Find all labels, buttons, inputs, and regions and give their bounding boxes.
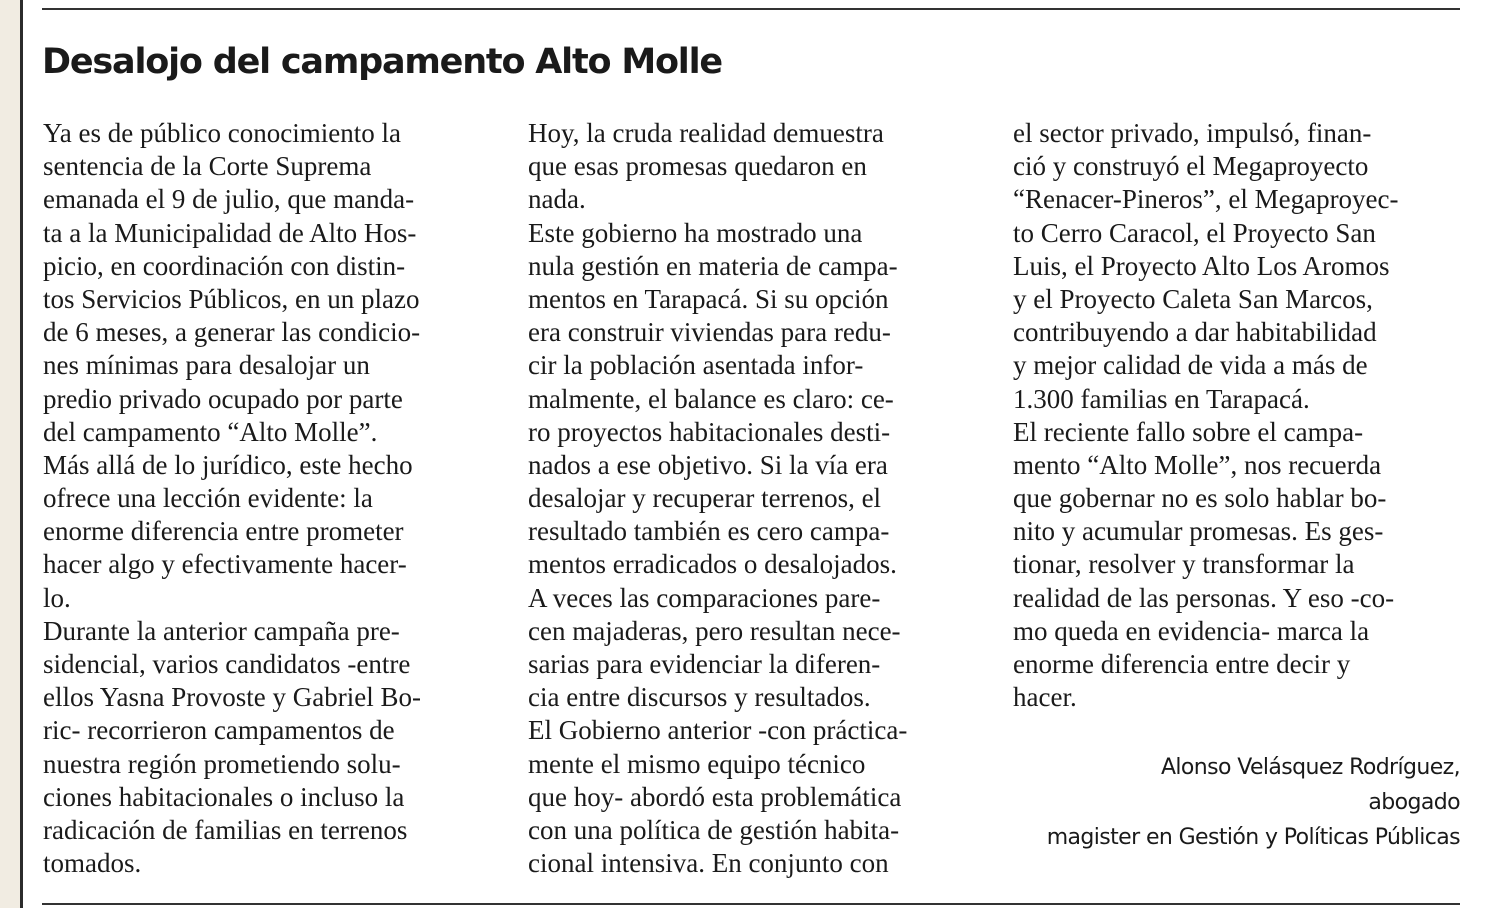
article-text-line: El Gobierno anterior -con práctica- [528,715,908,746]
article-text-line: Hoy, la cruda realidad demuestra [528,118,884,148]
article-text-line: Luis, el Proyecto Alto Los Aromos [1013,250,1390,281]
article-text-line: y mejor calidad de vida a más de [1013,350,1368,381]
article-text-line: lo. [43,582,71,613]
article-text-line: que esas promesas quedaron en [528,151,867,182]
article-text-line: tomados. [43,848,142,879]
article-text-line: realidad de las personas. Y eso -co- [1013,582,1395,613]
article-text-line: El reciente fallo sobre el campa- [1013,416,1364,447]
article-text-line: to Cerro Caracol, el Proyecto San [1013,217,1376,248]
article-text-line: nuestra región prometiendo solu- [43,748,401,779]
column-divider [20,0,23,908]
article-headline: Desalojo del campamento Alto Molle [42,42,722,82]
article-text-line: ciones habitacionales o incluso la [43,781,405,812]
article-text-line: A veces las comparaciones pare- [528,582,881,613]
article-text-line: emanada el 9 de julio, que manda- [43,184,415,215]
article-text-line: “Renacer-Pineros”, el Megaproyec- [1013,184,1399,215]
article-text-line: mento “Alto Molle”, nos recuerda [1013,449,1382,480]
article-text-line: ric- recorrieron campamentos de [43,715,395,746]
article-text-line: enorme diferencia entre decir y [1013,649,1351,679]
article-text-line: cen majaderas, pero resultan nece- [528,615,901,646]
article-column-2 [528,117,978,880]
article-text-line: cional intensiva. En conjunto con [528,848,889,879]
article-text-line: hacer. [1013,682,1077,713]
article-text-line: Ya es de público conocimiento la [43,118,401,148]
article-text-line: el sector privado, impulsó, finan- [1013,118,1372,148]
article-text-line: ció y construyó el Megaproyecto [1013,151,1369,182]
article-text-line: hacer algo y efectivamente hacer- [43,549,407,580]
article-text-line: tionar, resolver y transformar la [1013,549,1355,580]
article-text-line: ellos Yasna Provoste y Gabriel Bo- [43,682,421,713]
article-text-line: tos Servicios Públicos, en un plazo [43,283,420,314]
article-text-line: radicación de familias en terrenos [43,814,408,845]
article-text-line: que hoy- abordó esta problemática [528,781,902,812]
author-name: Alonso Velásquez Rodríguez, [1160,755,1460,780]
article-text-line: Durante la anterior campaña pre- [43,615,400,646]
article-text-line: sentencia de la Corte Suprema [43,151,372,182]
article-text-line: desalojar y recuperar terrenos, el [528,483,882,514]
article-text-line: nula gestión en materia de campa- [528,250,898,281]
article-text-line: cia entre discursos y resultados. [528,682,871,713]
top-rule [42,8,1460,10]
article-text-line: malmente, el balance es claro: ce- [528,383,894,414]
article-text-line: enorme diferencia entre prometer [43,516,404,547]
article-text-line: mentos en Tarapacá. Si su opción [528,283,889,314]
article-text-line: picio, en coordinación con distin- [43,250,406,281]
article-text-line: y el Proyecto Caleta San Marcos, [1013,283,1373,314]
article-text-line: nados a ese objetivo. Si la vía era [528,449,888,480]
article-text-line: predio privado ocupado por parte [43,383,403,414]
article-text-line: mo queda en evidencia- marca la [1013,615,1370,646]
article-text-line: mente el mismo equipo técnico [528,748,866,779]
article-text-line: Este gobierno ha mostrado una [528,217,863,248]
bottom-rule [42,903,1460,905]
article-text-line: que gobernar no es solo hablar bo- [1013,483,1387,514]
article-text-line: mentos erradicados o desalojados. [528,549,897,580]
article-text-line: con una política de gestión habita- [528,814,900,845]
page-edge [0,0,20,908]
author-signature [1047,750,1460,855]
article-text-line: sidencial, varios candidatos -entre [43,649,411,679]
article-text-line: del campamento “Alto Molle”. [43,416,378,447]
article-text-line: Más allá de lo jurídico, este hecho [43,449,413,480]
author-credential: magister en Gestión y Políticas Públicas [1046,825,1460,850]
article-text-line: nes mínimas para desalojar un [43,350,370,381]
article-text-line: resultado también es cero campa- [528,516,890,547]
author-role: abogado [1368,790,1460,815]
article-column-1 [43,117,493,880]
article-column-3 [1013,117,1463,714]
article-text-line: era construir viviendas para redu- [528,317,891,348]
article-text-line: sarias para evidenciar la diferen- [528,649,881,679]
article-text-line: ofrece una lección evidente: la [43,483,373,514]
article-text-line: ro proyectos habitacionales desti- [528,416,891,447]
article-text-line: nada. [528,184,586,215]
article-text-line: cir la población asentada infor- [528,350,864,381]
article-text-line: nito y acumular promesas. Es ges- [1013,516,1384,547]
article-text-line: contribuyendo a dar habitabilidad [1013,317,1377,348]
article-text-line: 1.300 familias en Tarapacá. [1013,383,1310,414]
article-text-line: ta a la Municipalidad de Alto Hos- [43,217,417,248]
article-text-line: de 6 meses, a generar las condicio- [43,317,421,348]
